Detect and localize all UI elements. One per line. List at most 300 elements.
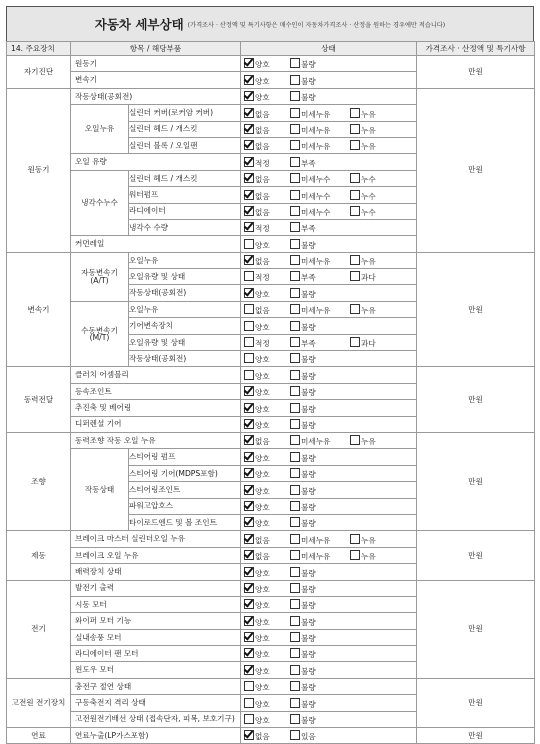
- checkbox-icon[interactable]: [290, 632, 300, 642]
- checked-box-icon[interactable]: [244, 599, 254, 609]
- status-option[interactable]: [290, 239, 344, 250]
- status-option[interactable]: [244, 222, 284, 233]
- system-name: 동력전달: [7, 367, 71, 433]
- price-cell[interactable]: 만원: [417, 367, 535, 433]
- checked-box-icon[interactable]: [244, 255, 254, 265]
- checkbox-icon[interactable]: [290, 616, 300, 626]
- checkbox-icon[interactable]: [290, 665, 300, 675]
- status-option[interactable]: [350, 190, 394, 201]
- checkbox-icon[interactable]: [290, 567, 300, 577]
- checkbox-icon[interactable]: [290, 698, 300, 708]
- status-option-label: 적정: [255, 158, 270, 168]
- status-option-label: 없음: [255, 306, 270, 316]
- status-option[interactable]: [350, 255, 394, 266]
- checked-box-icon[interactable]: [244, 124, 254, 134]
- checkbox-icon[interactable]: [244, 271, 254, 281]
- status-option[interactable]: [290, 583, 344, 594]
- checkbox-icon[interactable]: [290, 386, 300, 396]
- checkbox-icon[interactable]: [244, 321, 254, 331]
- checkbox-icon[interactable]: [350, 550, 360, 560]
- checked-box-icon[interactable]: [244, 288, 254, 298]
- status-option[interactable]: [350, 435, 394, 446]
- status-option[interactable]: [244, 288, 284, 299]
- status-option[interactable]: [290, 173, 344, 184]
- status-options: [241, 678, 417, 694]
- status-options: [241, 695, 417, 711]
- price-cell[interactable]: 만원: [417, 56, 535, 89]
- checkbox-icon[interactable]: [244, 370, 254, 380]
- checkbox-icon[interactable]: [350, 534, 360, 544]
- status-options: [241, 564, 417, 580]
- status-option[interactable]: [244, 321, 284, 332]
- status-options: [241, 646, 417, 662]
- checked-box-icon[interactable]: [244, 550, 254, 560]
- checkbox-icon[interactable]: [290, 75, 300, 85]
- status-option[interactable]: [244, 648, 284, 659]
- status-option[interactable]: [290, 206, 344, 217]
- checkbox-icon[interactable]: [290, 468, 300, 478]
- checkbox-icon[interactable]: [290, 91, 300, 101]
- status-option[interactable]: [350, 304, 394, 315]
- checkbox-icon[interactable]: [290, 452, 300, 462]
- checked-box-icon[interactable]: [244, 501, 254, 511]
- status-option[interactable]: [290, 517, 344, 528]
- status-option[interactable]: [244, 517, 284, 528]
- status-option[interactable]: [290, 452, 344, 463]
- checkbox-icon[interactable]: [290, 206, 300, 216]
- item-name: 고전원전기배선 상태 (접속단자, 피복, 보호기구): [71, 711, 241, 727]
- status-option[interactable]: [290, 157, 344, 168]
- status-option[interactable]: [290, 337, 344, 348]
- status-option[interactable]: [290, 403, 344, 414]
- status-option-label: 양호: [255, 240, 270, 250]
- status-options: [241, 400, 417, 416]
- checkbox-icon[interactable]: [350, 190, 360, 200]
- item-name: 윈도우 모터: [71, 662, 241, 678]
- status-option[interactable]: [290, 386, 344, 397]
- status-option-label: 누수: [361, 207, 376, 217]
- checkbox-icon[interactable]: [290, 435, 300, 445]
- status-option[interactable]: [290, 730, 344, 741]
- checked-box-icon[interactable]: [244, 730, 254, 740]
- checkbox-icon[interactable]: [350, 304, 360, 314]
- checkbox-icon[interactable]: [244, 304, 254, 314]
- status-option-label: 없음: [255, 142, 270, 152]
- item-subpart: 워터펌프: [129, 187, 241, 203]
- item-name: 발전기 출력: [71, 580, 241, 596]
- status-options: [241, 580, 417, 596]
- checkbox-icon[interactable]: [290, 681, 300, 691]
- status-option-label: 양호: [255, 716, 270, 726]
- status-option[interactable]: [244, 108, 284, 119]
- status-option[interactable]: [244, 550, 284, 561]
- status-option[interactable]: [244, 665, 284, 676]
- checkbox-icon[interactable]: [290, 419, 300, 429]
- status-option[interactable]: [244, 632, 284, 643]
- status-option[interactable]: [290, 58, 344, 69]
- status-option-label: 양호: [255, 486, 270, 496]
- header-status: 상태: [241, 42, 417, 56]
- status-option-label: 양호: [255, 371, 270, 381]
- status-option[interactable]: [244, 206, 284, 217]
- item-name: 원동기: [71, 56, 241, 72]
- status-option[interactable]: [244, 468, 284, 479]
- status-option[interactable]: [244, 730, 284, 741]
- checked-box-icon[interactable]: [244, 665, 254, 675]
- status-option-label: 없음: [255, 732, 270, 742]
- status-option[interactable]: [290, 222, 344, 233]
- status-option[interactable]: [244, 91, 284, 102]
- status-option[interactable]: [290, 599, 344, 610]
- status-option-label: 불량: [301, 683, 316, 693]
- status-option-label: 미세누유: [301, 437, 331, 447]
- checkbox-icon[interactable]: [244, 698, 254, 708]
- checked-box-icon[interactable]: [244, 517, 254, 527]
- status-option-label: 불량: [301, 568, 316, 578]
- checkbox-icon[interactable]: [290, 173, 300, 183]
- table-row: [7, 678, 535, 694]
- checked-box-icon[interactable]: [244, 435, 254, 445]
- checkbox-icon[interactable]: [290, 550, 300, 560]
- status-option-label: 양호: [255, 388, 270, 398]
- checkbox-icon[interactable]: [290, 288, 300, 298]
- checked-box-icon[interactable]: [244, 452, 254, 462]
- checkbox-icon[interactable]: [290, 648, 300, 658]
- checkbox-icon[interactable]: [290, 255, 300, 265]
- status-options: [241, 711, 417, 727]
- status-option[interactable]: [290, 632, 344, 643]
- price-cell[interactable]: 만원: [417, 432, 535, 530]
- status-options: [241, 416, 417, 432]
- status-option[interactable]: [244, 698, 284, 709]
- status-option-label: 양호: [255, 502, 270, 512]
- checkbox-icon[interactable]: [290, 190, 300, 200]
- table-header-row: [7, 42, 535, 56]
- status-option[interactable]: [290, 681, 344, 692]
- checked-box-icon[interactable]: [244, 173, 254, 183]
- status-option-label: 불량: [301, 388, 316, 398]
- item-subpart: 기어변속장치: [129, 318, 241, 334]
- checkbox-icon[interactable]: [350, 173, 360, 183]
- status-option[interactable]: [244, 271, 284, 282]
- status-option[interactable]: [244, 58, 284, 69]
- status-options: [241, 662, 417, 678]
- status-option[interactable]: [350, 271, 394, 282]
- status-option[interactable]: [350, 550, 394, 561]
- status-option[interactable]: [244, 419, 284, 430]
- status-options: [241, 596, 417, 612]
- status-options: [241, 252, 417, 268]
- status-option-label: 양호: [255, 617, 270, 627]
- table-row: [7, 432, 535, 448]
- status-option[interactable]: [290, 665, 344, 676]
- status-option[interactable]: [290, 271, 344, 282]
- checked-box-icon[interactable]: [244, 91, 254, 101]
- status-option-label: 과다: [361, 339, 376, 349]
- status-options: [241, 547, 417, 563]
- checkbox-icon[interactable]: [290, 239, 300, 249]
- item-group: 냉각수누수: [71, 170, 129, 236]
- status-option[interactable]: [290, 288, 344, 299]
- item-name: 오일 유량: [71, 154, 241, 170]
- status-option-label: 불량: [301, 76, 316, 86]
- status-option[interactable]: [244, 239, 284, 250]
- status-option[interactable]: [244, 337, 284, 348]
- checkbox-icon[interactable]: [290, 337, 300, 347]
- status-option[interactable]: [290, 435, 344, 446]
- checkbox-icon[interactable]: [290, 222, 300, 232]
- item-group: 오일누유: [71, 105, 129, 154]
- status-option[interactable]: [290, 534, 344, 545]
- item-name: 브레이크 마스터 실린더오일 누유: [71, 531, 241, 547]
- checked-box-icon[interactable]: [244, 485, 254, 495]
- checked-box-icon[interactable]: [244, 534, 254, 544]
- checkbox-icon[interactable]: [244, 239, 254, 249]
- status-option-label: 양호: [255, 519, 270, 529]
- price-cell[interactable]: 만원: [417, 728, 535, 744]
- status-option[interactable]: [350, 124, 394, 135]
- status-option[interactable]: [290, 616, 344, 627]
- checkbox-icon[interactable]: [290, 485, 300, 495]
- checked-box-icon[interactable]: [244, 75, 254, 85]
- checked-box-icon[interactable]: [244, 140, 254, 150]
- checked-box-icon[interactable]: [244, 190, 254, 200]
- checkbox-icon[interactable]: [244, 681, 254, 691]
- status-option[interactable]: [290, 321, 344, 332]
- checked-box-icon[interactable]: [244, 58, 254, 68]
- checkbox-icon[interactable]: [290, 140, 300, 150]
- status-option[interactable]: [290, 648, 344, 659]
- status-options: [241, 449, 417, 465]
- status-option[interactable]: [290, 550, 344, 561]
- status-option[interactable]: [290, 91, 344, 102]
- checkbox-icon[interactable]: [290, 714, 300, 724]
- status-option[interactable]: [244, 255, 284, 266]
- status-option[interactable]: [290, 567, 344, 578]
- checkbox-icon[interactable]: [290, 321, 300, 331]
- checkbox-icon[interactable]: [290, 304, 300, 314]
- form-title-bar: [6, 6, 534, 42]
- checkbox-icon[interactable]: [290, 583, 300, 593]
- status-option-label: 과다: [361, 273, 376, 283]
- status-option[interactable]: [244, 714, 284, 725]
- status-option-label: 없음: [255, 437, 270, 447]
- header-price: 가격조사 · 산정액 및 특기사항: [417, 42, 535, 56]
- system-name: 전기: [7, 580, 71, 678]
- checkbox-icon[interactable]: [290, 517, 300, 527]
- status-option[interactable]: [290, 714, 344, 725]
- form-title: 자동차 세부상태: [94, 17, 184, 32]
- status-option[interactable]: [244, 173, 284, 184]
- status-option-label: 부족: [301, 273, 316, 283]
- status-option[interactable]: [290, 255, 344, 266]
- checkbox-icon[interactable]: [290, 599, 300, 609]
- checked-box-icon[interactable]: [244, 108, 254, 118]
- checked-box-icon[interactable]: [244, 583, 254, 593]
- status-options: [241, 531, 417, 547]
- checkbox-icon[interactable]: [290, 58, 300, 68]
- checkbox-icon[interactable]: [350, 140, 360, 150]
- checkbox-icon[interactable]: [290, 534, 300, 544]
- item-name: 커먼레일: [71, 236, 241, 252]
- checkbox-icon[interactable]: [290, 353, 300, 363]
- checkbox-icon[interactable]: [290, 108, 300, 118]
- status-option-label: 불량: [301, 617, 316, 627]
- status-option[interactable]: [244, 616, 284, 627]
- status-option[interactable]: [244, 435, 284, 446]
- status-option[interactable]: [290, 75, 344, 86]
- status-options: [241, 432, 417, 448]
- checkbox-icon[interactable]: [350, 255, 360, 265]
- checkbox-icon[interactable]: [290, 730, 300, 740]
- price-cell[interactable]: 만원: [417, 580, 535, 678]
- status-option-label: 불량: [301, 699, 316, 709]
- checkbox-icon[interactable]: [290, 501, 300, 511]
- status-option-label: 불량: [301, 666, 316, 676]
- checked-box-icon[interactable]: [244, 386, 254, 396]
- checkbox-icon[interactable]: [350, 271, 360, 281]
- system-name: 변속기: [7, 252, 71, 367]
- item-subpart: 냉각수 수량: [129, 219, 241, 235]
- status-option[interactable]: [350, 140, 394, 151]
- table-row: [7, 88, 535, 104]
- status-option[interactable]: [350, 108, 394, 119]
- status-option-label: 불량: [301, 60, 316, 70]
- item-subpart: 오일누유: [129, 301, 241, 317]
- status-option[interactable]: [244, 386, 284, 397]
- status-option-label: 양호: [255, 634, 270, 644]
- table-row: [7, 580, 535, 596]
- status-option[interactable]: [244, 190, 284, 201]
- status-option[interactable]: [290, 140, 344, 151]
- status-option[interactable]: [244, 124, 284, 135]
- status-option[interactable]: [244, 75, 284, 86]
- price-cell[interactable]: 만원: [417, 531, 535, 580]
- status-option-label: 누수: [361, 175, 376, 185]
- status-option-label: 불량: [301, 420, 316, 430]
- status-option[interactable]: [350, 534, 394, 545]
- status-options: [241, 105, 417, 121]
- status-option-label: 적정: [255, 339, 270, 349]
- table-row: [7, 531, 535, 547]
- status-option[interactable]: [244, 534, 284, 545]
- item-name: 변속기: [71, 72, 241, 88]
- status-option[interactable]: [244, 681, 284, 692]
- table-row: [7, 56, 535, 72]
- status-option[interactable]: [290, 108, 344, 119]
- checkbox-icon[interactable]: [350, 124, 360, 134]
- checkbox-icon[interactable]: [350, 435, 360, 445]
- status-option[interactable]: [290, 419, 344, 430]
- status-option[interactable]: [244, 140, 284, 151]
- status-option[interactable]: [244, 370, 284, 381]
- checkbox-icon[interactable]: [350, 206, 360, 216]
- status-option[interactable]: [290, 190, 344, 201]
- status-option-label: 누유: [361, 142, 376, 152]
- status-option-label: 불량: [301, 601, 316, 611]
- status-option-label: 불량: [301, 470, 316, 480]
- item-subpart: 라디에이터: [129, 203, 241, 219]
- system-name: 제동: [7, 531, 71, 580]
- checkbox-icon[interactable]: [244, 714, 254, 724]
- status-option[interactable]: [244, 452, 284, 463]
- checked-box-icon[interactable]: [244, 222, 254, 232]
- status-option[interactable]: [244, 157, 284, 168]
- status-option-label: 불량: [301, 355, 316, 365]
- status-option[interactable]: [350, 206, 394, 217]
- status-option-label: 양호: [255, 355, 270, 365]
- status-option[interactable]: [290, 370, 344, 381]
- checkbox-icon[interactable]: [290, 370, 300, 380]
- checkbox-icon[interactable]: [290, 124, 300, 134]
- item-subpart: 실린더 헤드 / 개스킷: [129, 170, 241, 186]
- status-option[interactable]: [290, 353, 344, 364]
- price-cell[interactable]: 만원: [417, 88, 535, 252]
- checked-box-icon[interactable]: [244, 206, 254, 216]
- status-options: [241, 334, 417, 350]
- status-option[interactable]: [244, 501, 284, 512]
- status-option[interactable]: [290, 304, 344, 315]
- status-option-label: 불량: [301, 584, 316, 594]
- checkbox-icon[interactable]: [244, 353, 254, 363]
- item-name: 추진축 및 베어링: [71, 400, 241, 416]
- table-row: [7, 252, 535, 268]
- status-option[interactable]: [290, 485, 344, 496]
- status-option[interactable]: [350, 337, 394, 348]
- checkbox-icon[interactable]: [290, 403, 300, 413]
- status-option[interactable]: [244, 583, 284, 594]
- status-options: [241, 383, 417, 399]
- status-option[interactable]: [290, 124, 344, 135]
- status-options: [241, 137, 417, 153]
- item-name: 연료누출(LP가스포함): [71, 728, 241, 744]
- checkbox-icon[interactable]: [290, 157, 300, 167]
- item-group: 수동변속기 (M/T): [71, 301, 129, 367]
- price-cell[interactable]: 만원: [417, 252, 535, 367]
- status-option-label: 없음: [255, 175, 270, 185]
- status-option[interactable]: [244, 599, 284, 610]
- item-subpart: 타이로드엔드 및 볼 조인트: [129, 514, 241, 530]
- status-option[interactable]: [290, 501, 344, 512]
- status-option[interactable]: [244, 304, 284, 315]
- checked-box-icon[interactable]: [244, 403, 254, 413]
- checked-box-icon[interactable]: [244, 157, 254, 167]
- status-option[interactable]: [290, 698, 344, 709]
- checkbox-icon[interactable]: [290, 271, 300, 281]
- checked-box-icon[interactable]: [244, 567, 254, 577]
- checked-box-icon[interactable]: [244, 468, 254, 478]
- price-cell[interactable]: 만원: [417, 678, 535, 727]
- checked-box-icon[interactable]: [244, 648, 254, 658]
- checked-box-icon[interactable]: [244, 632, 254, 642]
- status-option[interactable]: [244, 485, 284, 496]
- checkbox-icon[interactable]: [244, 337, 254, 347]
- status-option[interactable]: [244, 353, 284, 364]
- status-option-label: 양호: [255, 93, 270, 103]
- status-option-label: 적정: [255, 224, 270, 234]
- status-options: [241, 629, 417, 645]
- checkbox-icon[interactable]: [350, 337, 360, 347]
- status-option[interactable]: [244, 567, 284, 578]
- status-option[interactable]: [350, 173, 394, 184]
- item-group: 작동상태: [71, 449, 129, 531]
- status-option[interactable]: [244, 403, 284, 414]
- checked-box-icon[interactable]: [244, 616, 254, 626]
- checked-box-icon[interactable]: [244, 419, 254, 429]
- checkbox-icon[interactable]: [350, 108, 360, 118]
- status-option-label: 불량: [301, 502, 316, 512]
- status-option[interactable]: [290, 468, 344, 479]
